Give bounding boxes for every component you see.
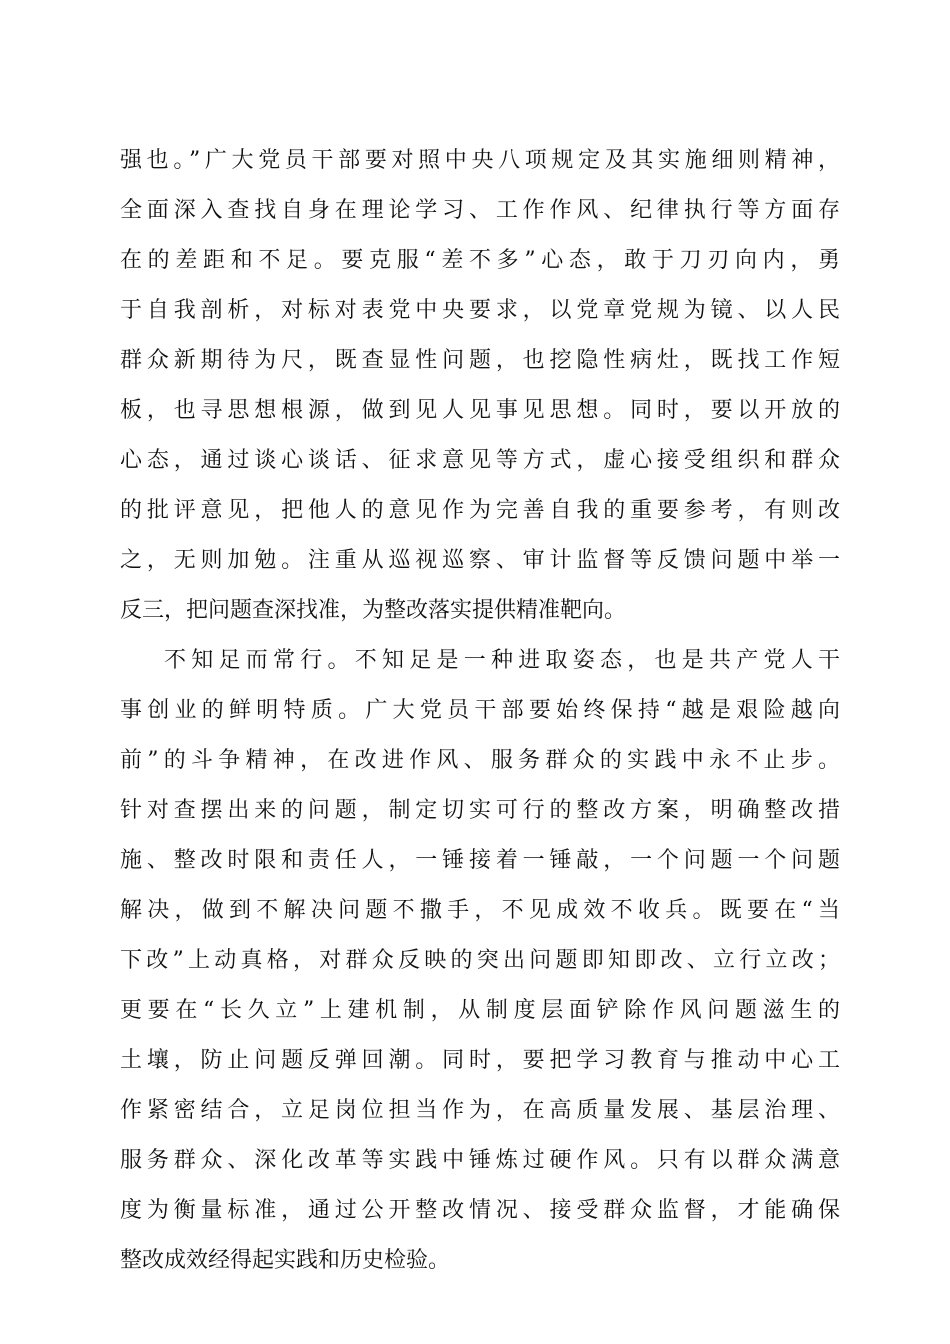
text-line: 下改”上动真格，对群众反映的突出问题即知即改、立行立改；: [120, 948, 840, 973]
text-line: 土壤，防止问题反弹回潮。同时，要把学习教育与推动中心工: [120, 1048, 840, 1073]
text-line: 之，无则加勉。注重从巡视巡察、审计监督等反馈问题中举一: [120, 548, 840, 573]
text-line: 前”的斗争精神，在改进作风、服务群众的实践中永不止步。: [120, 748, 840, 773]
text-line: 在的差距和不足。要克服“差不多”心态，敢于刀刃向内，勇: [120, 248, 840, 273]
body-text: [120, 136, 840, 1286]
text-line: 施、整改时限和责任人，一锤接着一锤敲，一个问题一个问题: [120, 848, 840, 873]
text-line: 服务群众、深化改革等实践中锤炼过硬作风。只有以群众满意: [120, 1148, 840, 1173]
paragraph-first-line: 不知足而常行。不知足是一种进取姿态，也是共产党人干: [164, 648, 840, 673]
text-line: 心态，通过谈心谈话、征求意见等方式，虚心接受组织和群众: [120, 448, 840, 473]
text-line: 群众新期待为尺，既查显性问题，也挖隐性病灶，既找工作短: [120, 348, 840, 373]
text-line: 整改成效经得起实践和历史检验。: [120, 1248, 451, 1273]
text-line: 全面深入查找自身在理论学习、工作作风、纪律执行等方面存: [120, 198, 840, 223]
text-line: 针对查摆出来的问题，制定切实可行的整改方案，明确整改措: [120, 798, 840, 823]
text-line: 更要在“长久立”上建机制，从制度层面铲除作风问题滋生的: [120, 998, 840, 1023]
text-line: 解决，做到不解决问题不撒手，不见成效不收兵。既要在“当: [120, 898, 840, 923]
text-line: 度为衡量标准，通过公开整改情况、接受群众监督，才能确保: [120, 1198, 840, 1223]
text-line: 反三，把问题查深找准，为整改落实提供精准靶向。: [120, 598, 627, 623]
text-line: 于自我剖析，对标对表党中央要求，以党章党规为镜、以人民: [120, 298, 840, 323]
text-line: 板，也寻思想根源，做到见人见事见思想。同时，要以开放的: [120, 398, 840, 423]
text-line: 作紧密结合，立足岗位担当作为，在高质量发展、基层治理、: [120, 1098, 840, 1123]
text-line: 强也。”广大党员干部要对照中央八项规定及其实施细则精神，: [120, 148, 840, 173]
text-line: 的批评意见，把他人的意见作为完善自我的重要参考，有则改: [120, 498, 840, 523]
text-line: 事创业的鲜明特质。广大党员干部要始终保持“越是艰险越向: [120, 698, 840, 723]
